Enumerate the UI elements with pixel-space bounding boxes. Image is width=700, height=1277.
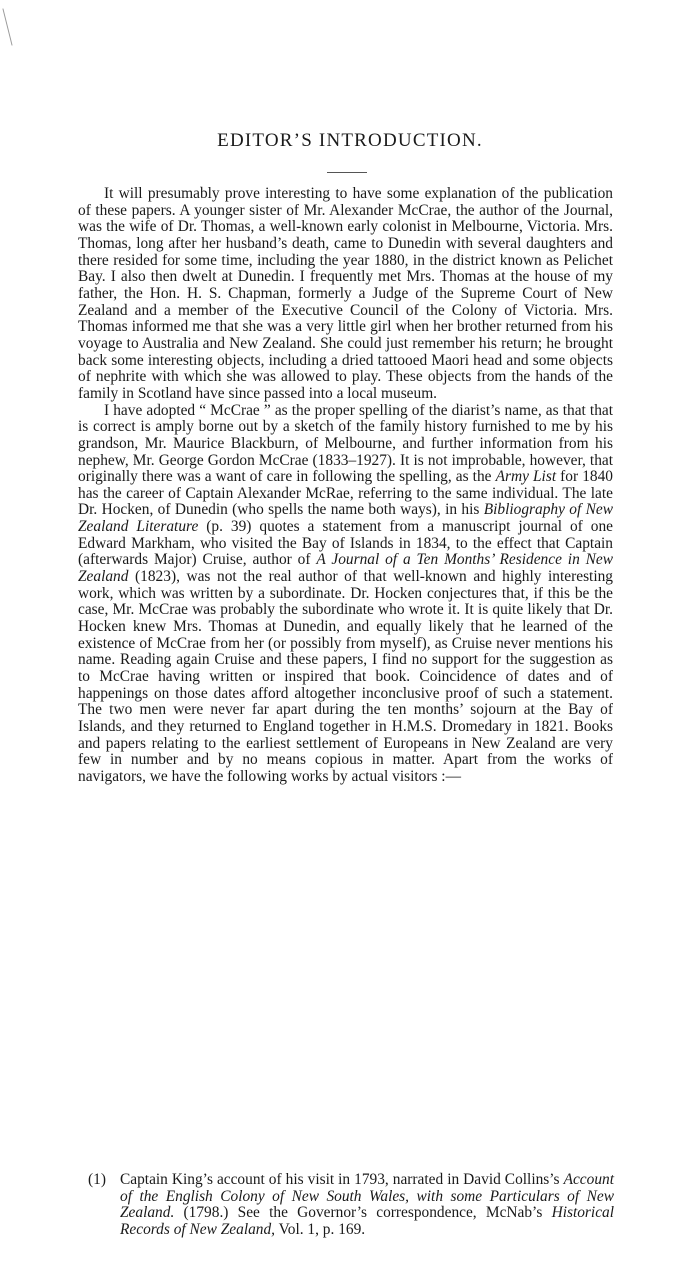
text-run: (p. 39) quotes a statement from a manuscript journal of one Edward Markham, who visited the Bay of Islands in 1834, to the effect that Captain (afterwards Major) Cruise, author of: [78, 518, 613, 569]
page-title: EDITOR’S INTRODUCTION.: [217, 130, 483, 151]
text-run: (1798.) See the Governor’s correspondence, McNab’s: [174, 1204, 552, 1222]
visitor-works-list: [88, 1172, 614, 1239]
list-item-number: (1): [88, 1171, 106, 1188]
text-run: Vol. 1, p. 169.: [275, 1220, 366, 1238]
italic-title-text: Army List: [495, 468, 557, 486]
list-item: [88, 1172, 614, 1239]
paragraph: [78, 403, 613, 786]
italic-title-text: A Journal of a Ten Months’ Residence in New Zealand: [78, 551, 613, 586]
text-run: for 1840 has the career of Captain Alexander McRae, referring to the same individual. The late Dr. Hocken, of Dunedin (who spells the name both ways), in his: [78, 468, 613, 519]
text-run: I have adopted “ McCrae ” as the proper spelling of the diarist’s name, as that that is correct is amply borne out by a sketch of the family history furnished to me by his grandson, Mr. Maurice Blackburn, of Melbourne, and further information from his nephew, Mr. George Gordon McCrae (1833–1927). It is not improbable, however, that originally there was a want of care in following the spelling, as the: [78, 401, 613, 486]
scan-mark: [2, 8, 12, 45]
introduction-body: [78, 186, 613, 786]
italic-title-text: Bibliography of New Zealand Literature: [78, 501, 613, 536]
text-run: Captain King’s account of his visit in 1793, narrated in David Collins’s: [120, 1171, 564, 1188]
list-item-text: [116, 1172, 614, 1239]
italic-title-text: Account of the English Colony of New South Wales, with some Particulars of New Zealand.: [120, 1171, 614, 1222]
title-divider: [327, 172, 367, 173]
paragraph: [78, 186, 613, 403]
text-run: (1823), was not the real author of that well-known and highly interesting work, which was written by a subordinate. Dr. Hocken conjectures that, if this be the case, Mr. McCrae was probably the subordinate who wrote it. It is quite likely that Dr. Hocken knew Mrs. Thomas at Dunedin, and equally likely that he learned of the existence of McCrae from her (or possibly from myself), as Cruise never mentions his name. Reading again Cruise and these papers, I find no support for the suggestion as to McCrae having written or inspired that book. Coincidence of dates and of happenings on those dates afford altogether inconclusive proof of such a statement. The two men were never far apart during the ten months’ sojourn at the Bay of Islands, and they returned to England together in H.M.S. Dromedary in 1821. Books and papers relating to the earliest settlement of Europeans in New Zealand are very few in number and by no means copious in matter. Apart from the works of navigators, we have the following works by actual visitors :—: [78, 568, 613, 785]
italic-title-text: Historical Records of New Zealand,: [120, 1204, 614, 1238]
text-run: It will presumably prove interesting to have some explanation of the publication of these papers. A younger sister of Mr. Alexander McCrae, the author of the Journal, was the wife of Dr. Thomas, a well-known early colonist in Melbourne, Victoria. Mrs. Thomas, long after her husband’s death, came to Dunedin with several daughters and there resided for some time, including the year 1880, in the district known as Pelichet Bay. I also then dwelt at Dunedin. I frequently met Mrs. Thomas at the house of my father, the Hon. H. S. Chapman, formerly a Judge of the Supreme Court of New Zealand and a member of the Executive Council of the Colony of Victoria. Mrs. Thomas informed me that she was a very little girl when her brother returned from his voyage to Australia and New Zealand. She could just remember his return; he brought back some interesting objects, including a dried tattooed Maori head and some objects of nephrite with which she was allowed to play. These objects from the hands of the family in Scotland have since passed into a local museum.: [78, 185, 613, 402]
